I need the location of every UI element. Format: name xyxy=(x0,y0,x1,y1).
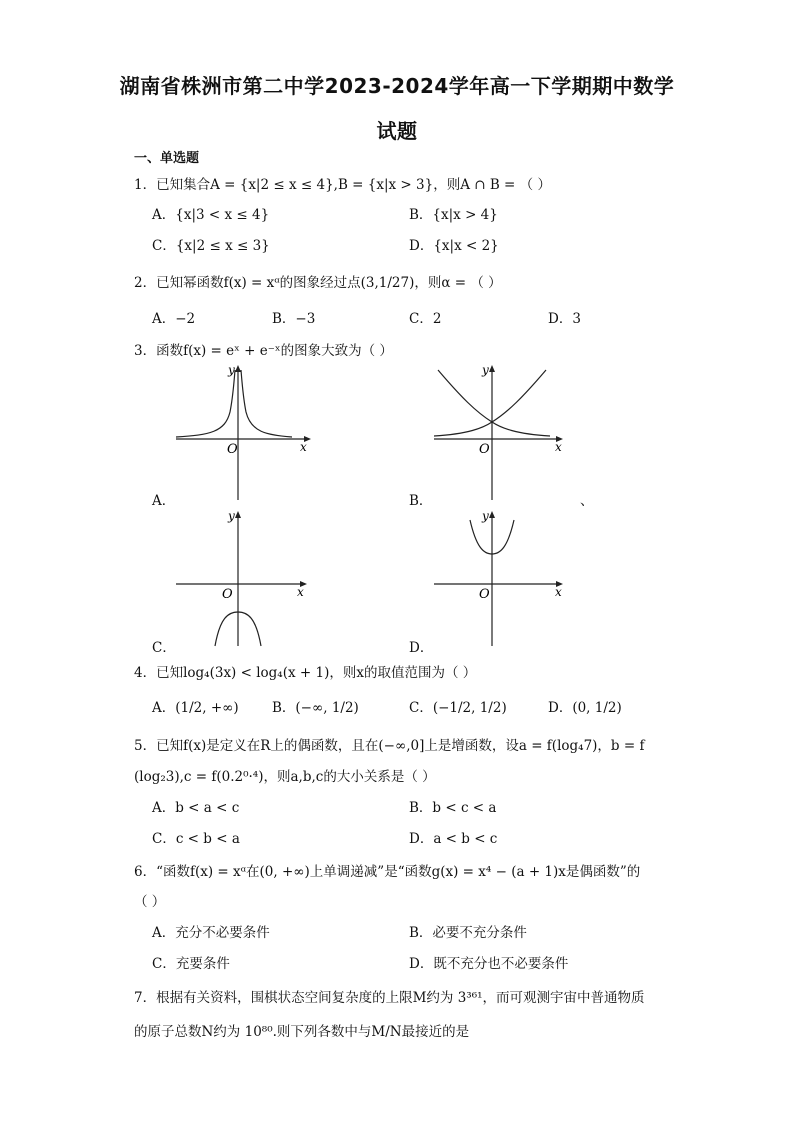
question-2-option-b: B．−3 xyxy=(272,311,316,327)
exam-title-line2: 试题 xyxy=(376,119,418,143)
question-6-option-a: A．充分不必要条件 xyxy=(152,925,270,941)
question-3-option-b-mark: 、 xyxy=(580,493,594,509)
question-3-graph-b xyxy=(428,362,573,502)
question-1-option-a: A．{x|3 < x ≤ 4} xyxy=(152,207,270,223)
question-6-option-b: B．必要不充分条件 xyxy=(409,925,527,941)
graph-c-x-label: x xyxy=(297,585,304,599)
question-1-option-d: D．{x|x < 2} xyxy=(409,238,499,254)
graph-a-origin-label: O xyxy=(227,442,238,457)
question-3-option-a: A． xyxy=(152,493,176,509)
question-5-option-d: D．a < b < c xyxy=(409,831,498,847)
question-3-graph-a xyxy=(170,362,315,502)
question-5-option-b: B．b < c < a xyxy=(409,800,497,816)
graph-d-y-label: y xyxy=(482,509,489,523)
question-2-stem: 2．已知幂函数f(x) = xᵅ的图象经过点(3,1/27)，则α = （ ） xyxy=(134,275,502,291)
question-2-option-a: A．−2 xyxy=(152,311,196,327)
question-6-stem-line1: 6．“函数f(x) = xᵅ在(0, +∞)上单调递减”是“函数g(x) = x⁴ − (a + 1)x是偶函数”的 xyxy=(134,864,641,880)
question-3-graph-d xyxy=(428,508,573,648)
section-heading-single-choice: 一、单选题 xyxy=(134,151,200,166)
question-3-graph-c xyxy=(170,508,315,648)
question-5-stem-line1: 5．已知f(x)是定义在R上的偶函数，且在(−∞,0]上是增函数，设a = f(log₄7)，b = f xyxy=(134,738,645,754)
question-4-option-a: A．(1/2, +∞) xyxy=(152,700,239,716)
graph-a-y-label: y xyxy=(228,363,235,377)
graph-b-origin-label: O xyxy=(479,442,490,457)
question-1-stem: 1．已知集合A = {x|2 ≤ x ≤ 4},B = {x|x > 3}，则A ∩ B = （ ） xyxy=(134,177,551,193)
question-1-option-b: B．{x|x > 4} xyxy=(409,207,498,223)
question-7-stem-line1: 7．根据有关资料，围棋状态空间复杂度的上限M约为 3³⁶¹，而可观测宇宙中普通物质 xyxy=(134,990,645,1006)
question-4-option-b: B．(−∞, 1/2) xyxy=(272,700,359,716)
graph-d-x-label: x xyxy=(555,585,562,599)
question-3-option-d: D． xyxy=(409,640,434,656)
question-3-option-c: C． xyxy=(152,640,176,656)
question-5-option-a: A．b < a < c xyxy=(152,800,240,816)
graph-a-x-label: x xyxy=(300,440,307,454)
graph-d-origin-label: O xyxy=(479,587,490,602)
graph-c-y-label: y xyxy=(228,509,235,523)
question-5-option-c: C．c < b < a xyxy=(152,831,240,847)
graph-b-y-label: y xyxy=(482,363,489,377)
question-4-option-d: D．(0, 1/2) xyxy=(548,700,622,716)
question-4-option-c: C．(−1/2, 1/2) xyxy=(409,700,507,716)
question-2-option-c: C．2 xyxy=(409,311,442,327)
graph-c-origin-label: O xyxy=(222,587,233,602)
question-3-option-b: B． xyxy=(409,493,433,509)
question-3-stem: 3．函数f(x) = eˣ + e⁻ˣ的图象大致为（ ） xyxy=(134,343,393,359)
question-6-stem-line2: （ ） xyxy=(134,894,166,910)
question-1-option-c: C．{x|2 ≤ x ≤ 3} xyxy=(152,238,270,254)
question-2-option-d: D．3 xyxy=(548,311,581,327)
graph-b-x-label: x xyxy=(555,440,562,454)
question-7-stem-line2: 的原子总数N约为 10⁸⁰.则下列各数中与M/N最接近的是 xyxy=(134,1024,470,1040)
exam-title-line1: 湖南省株洲市第二中学2023-2024学年高一下学期期中数学 xyxy=(119,74,675,98)
question-6-option-c: C．充要条件 xyxy=(152,956,230,972)
question-4-stem: 4．已知log₄(3x) < log₄(x + 1)，则x的取值范围为（ ） xyxy=(134,665,477,681)
question-5-stem-line2: (log₂3),c = f(0.2⁰·⁴)，则a,b,c的大小关系是（ ） xyxy=(134,769,436,785)
question-6-option-d: D．既不充分也不必要条件 xyxy=(409,956,569,972)
